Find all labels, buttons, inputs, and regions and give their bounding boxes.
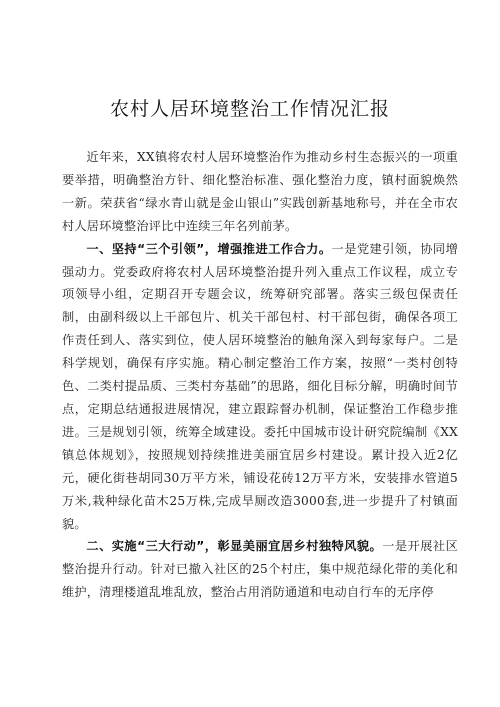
document-title: 农村人居环境整治工作情况汇报 (109, 98, 390, 120)
paragraph-intro (62, 146, 458, 238)
paragraph-section-one (62, 238, 458, 536)
paragraph-section-two (62, 535, 458, 604)
document-body (62, 146, 458, 604)
paragraph-text: 近年来，XX镇将农村人居环境整治作为推动乡村生态振兴的一项重要举措，明确整治方针、细化整治标准、强化整治力度，镇村面貌焕然一新。荣获省“绿水青山就是金山银山”实践创新基地称号，并在全市农村人居环境整治评比中连续三年名列前茅。 (62, 150, 458, 233)
section-heading: 二、实施“三大行动”，彰显美丽宜居乡村独特风貌。 (86, 539, 383, 554)
paragraph-text: 一是开展社区整治提升行动。针对已撤入社区的25个村庄，集中规范绿化带的美化和维护，清理楼道乱堆乱放，整治占用消防通道和电动自行车的无序停 (62, 539, 458, 600)
section-heading: 一、坚持“三个引领”，增强推进工作合力。 (86, 241, 332, 256)
paragraph-text: 一是党建引领，协同增强动力。党委政府将农村人居环境整治提升列入重点工作议程，成立专项领导小组，定期召开专题会议，统筹研究部署。落实三级包保责任制，由副科级以上干部包片、机关干部包村、村干部包街，确保各项工作责任到人、落实到位，使人居环境整治的触角深入到每家每户。二是科学规划，确保有序实施。精心制定整治工作方案，按照“一类村创特色、二类村提品质、三类村夯基础”的思路，细化目标分解，明确时间节点，定期总结通报进展情况，建立跟踪督办机制，保证整治工作稳步推进。三是规划引领，统筹全域建设。委托中国城市设计研究院编制《XX镇总体规划》，按照规划持续推进美丽宜居乡村建设。累计投入近2亿元，硬化街巷胡同30万平方米，铺设花砖12万平方米，安装排水管道5万米,栽种绿化苗木25万株,完成旱厕改造3000套,进一步提升了村镇面貌。 (62, 241, 458, 531)
